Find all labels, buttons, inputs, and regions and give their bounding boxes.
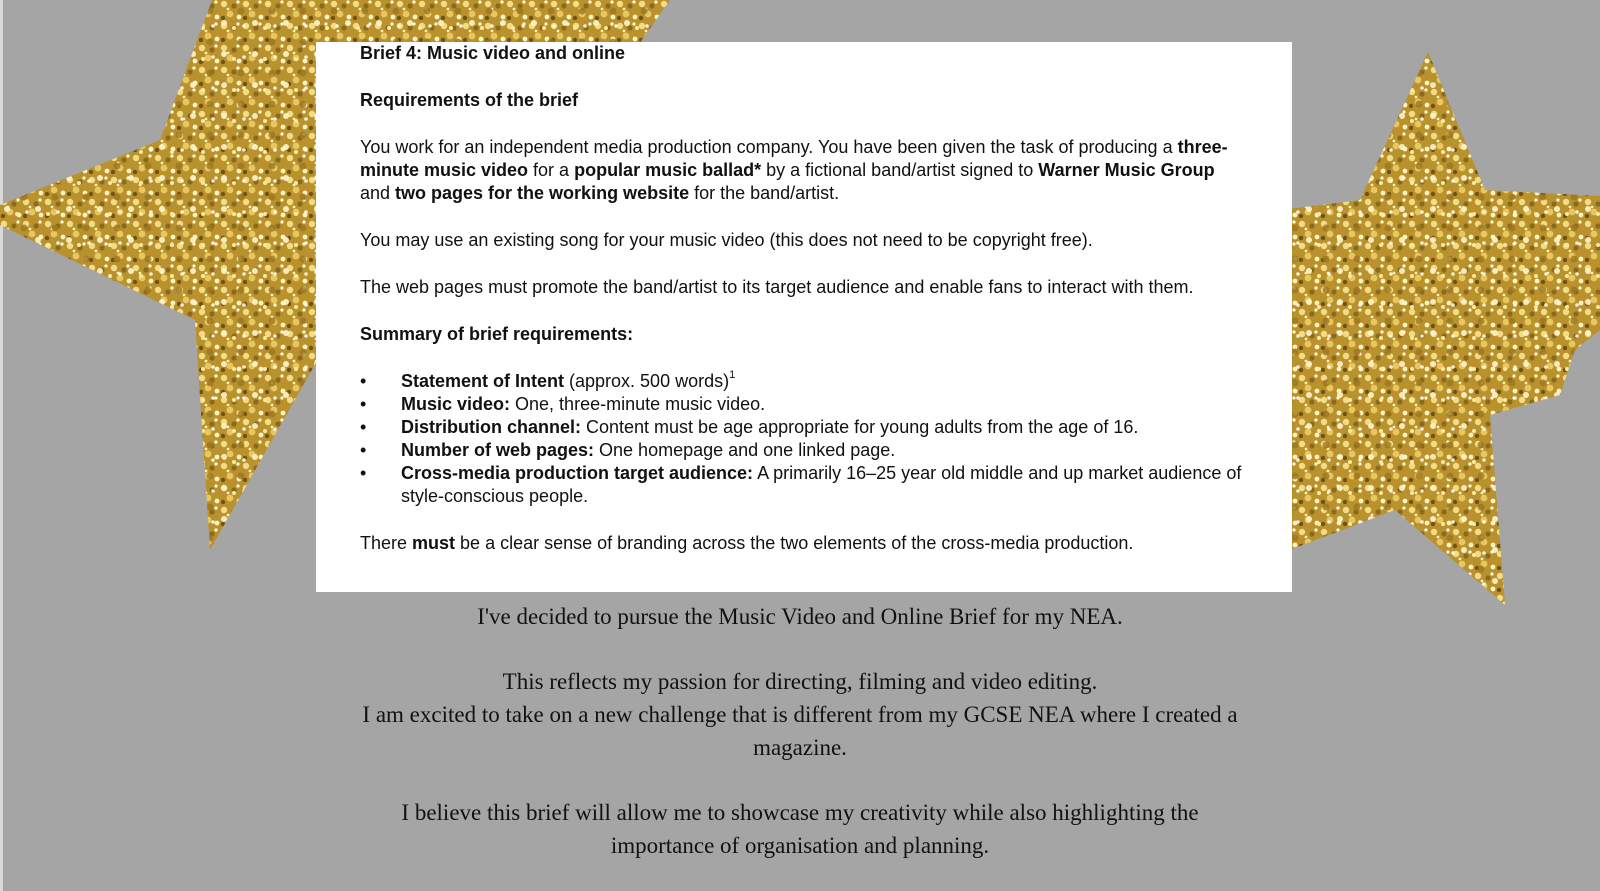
intro-text-3: by a fictional band/artist signed to xyxy=(761,160,1039,180)
intro-text-2: for a xyxy=(528,160,575,180)
item-text: (approx. 500 words) xyxy=(564,371,730,391)
list-item xyxy=(360,416,1246,439)
bullet: • xyxy=(360,371,367,391)
item-text: One, three-minute music video. xyxy=(510,394,766,414)
intro-bold-2: popular music ballad* xyxy=(574,160,762,180)
closing-bold: must xyxy=(412,533,456,553)
item-text: Content must be age appropriate for young adults from the age of 16. xyxy=(581,417,1139,437)
caption-line-2: This reflects my passion for directing, filming and video editing. xyxy=(502,669,1098,694)
caption-text xyxy=(300,600,1300,862)
item-label: Distribution channel: xyxy=(401,417,581,437)
item-text: One homepage and one linked page. xyxy=(594,440,896,460)
intro-text-1: You work for an independent media production company. You have been given the task of producing a xyxy=(360,137,1178,157)
intro-text-4: and xyxy=(360,183,396,203)
requirements-list xyxy=(360,370,1246,508)
bullet: • xyxy=(360,394,367,414)
list-item xyxy=(360,370,1246,393)
item-text: A primarily 16–25 year old middle and up market audience of style-conscious people. xyxy=(401,463,1242,506)
brief-title: Brief 4: Music video and online xyxy=(360,43,626,63)
bullet: • xyxy=(360,440,367,460)
intro-text-5: for the band/artist. xyxy=(689,183,840,203)
closing-text-2: be a clear sense of branding across the two elements of the cross-media production. xyxy=(455,533,1134,553)
intro-bold-1: three-minute music video xyxy=(360,137,1228,180)
summary-heading: Summary of brief requirements: xyxy=(360,324,634,344)
brief-intro xyxy=(360,136,1246,205)
footnote-marker: 1 xyxy=(729,369,736,381)
item-label: Number of web pages: xyxy=(401,440,595,460)
list-item xyxy=(360,439,1246,462)
requirements-heading: Requirements of the brief xyxy=(360,90,579,110)
closing-note xyxy=(360,532,1246,555)
song-note: You may use an existing song for your music video (this does not need to be copyright free). xyxy=(360,230,1093,250)
intro-bold-4: two pages for the working website xyxy=(395,183,690,203)
gold-glitter-star-right xyxy=(1263,52,1600,605)
caption-line-4: I believe this brief will allow me to showcase my creativity while also highlighting the importance of organisation and planning. xyxy=(401,800,1199,858)
caption-line-3: I am excited to take on a new challenge that is different from my GCSE NEA where I created a magazine. xyxy=(362,702,1238,760)
list-item xyxy=(360,462,1246,508)
closing-text-1: There xyxy=(360,533,413,553)
bullet: • xyxy=(360,463,367,483)
web-note: The web pages must promote the band/artist to its target audience and enable fans to interact with them. xyxy=(360,277,1194,297)
intro-bold-3: Warner Music Group xyxy=(1038,160,1215,180)
list-item xyxy=(360,393,1246,416)
item-label: Cross-media production target audience: xyxy=(401,463,754,483)
item-label: Music video: xyxy=(401,394,511,414)
item-label: Statement of Intent xyxy=(401,371,565,391)
caption-line-1: I've decided to pursue the Music Video and Online Brief for my NEA. xyxy=(477,604,1123,629)
bullet: • xyxy=(360,417,367,437)
brief-document xyxy=(316,42,1292,592)
